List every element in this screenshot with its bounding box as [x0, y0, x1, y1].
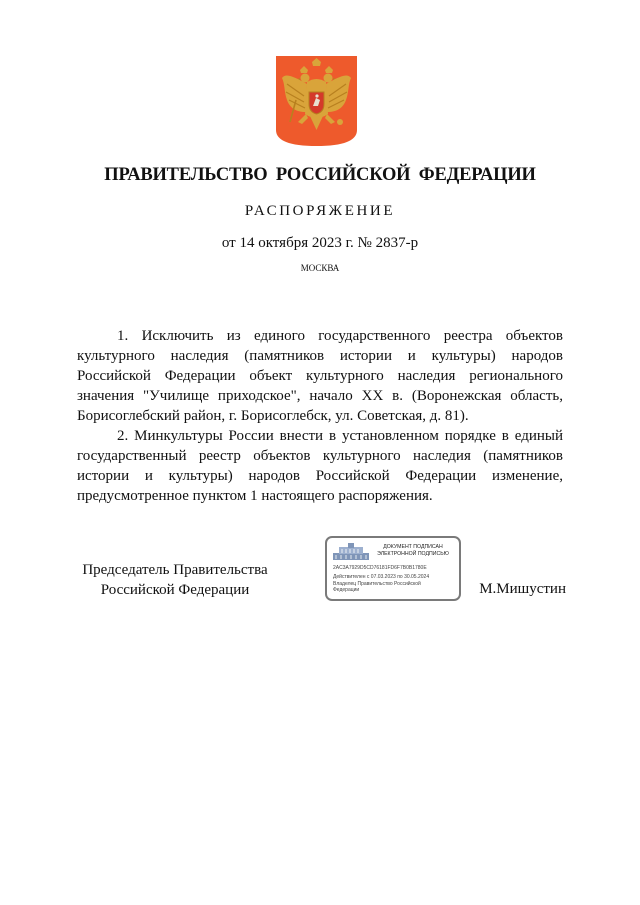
signer-position-line-2: Российской Федерации — [100, 582, 250, 598]
document-body — [77, 326, 563, 506]
signer-position-line-1: Председатель Правительства — [82, 562, 268, 578]
stamp-header — [331, 542, 457, 562]
stamp-owner-line-1: Владелец Правительство Российской — [333, 581, 421, 587]
stamp-owner-line-2: Федерации — [333, 587, 360, 593]
signer-name: М.Мишустин — [479, 581, 566, 597]
stamp-validity: Действителен с 07.03.2023 по 30.05.2024 — [333, 574, 430, 580]
document-date-number: от 14 октября 2023 г. № 2837-р — [221, 235, 419, 251]
document-city: МОСКВА — [300, 263, 340, 273]
stamp-title — [369, 544, 457, 558]
electronic-signature-stamp — [325, 536, 461, 601]
document-type: РАСПОРЯЖЕНИЕ — [244, 203, 396, 219]
stamp-title-line-1: ДОКУМЕНТ ПОДПИСАН — [383, 544, 443, 550]
coat-of-arms-emblem — [276, 56, 357, 146]
paragraph-2: 2. Минкультуры России внести в установленном порядке в единый государственный реестр объектов культурного наследия (памятников истории и культуры) народов Российской Федерации изменение, предусмотренное пунктом 1 настоящего распоряжения. — [77, 428, 563, 504]
double-headed-eagle-icon — [276, 56, 357, 146]
stamp-certificate-number: 2AC3A7929D5CD76181FD6F7B0B1780E — [333, 565, 427, 571]
government-title: ПРАВИТЕЛЬСТВО РОССИЙСКОЙ ФЕДЕРАЦИИ — [104, 165, 536, 185]
stamp-title-line-2: ЭЛЕКТРОННОЙ ПОДПИСЬЮ — [377, 551, 449, 557]
paragraph-1: 1. Исключить из единого государственного реестра объектов культурного наследия (памятников истории и культуры) народов Российской Федерации объект культурного наследия регионального значения "Училище приходское", начало XX в. (Воронежская область, Борисоглебский район, г. Борисоглебск, ул. Советская, д. 81). — [77, 328, 563, 424]
government-building-icon — [333, 543, 369, 561]
signer-position — [77, 560, 273, 600]
